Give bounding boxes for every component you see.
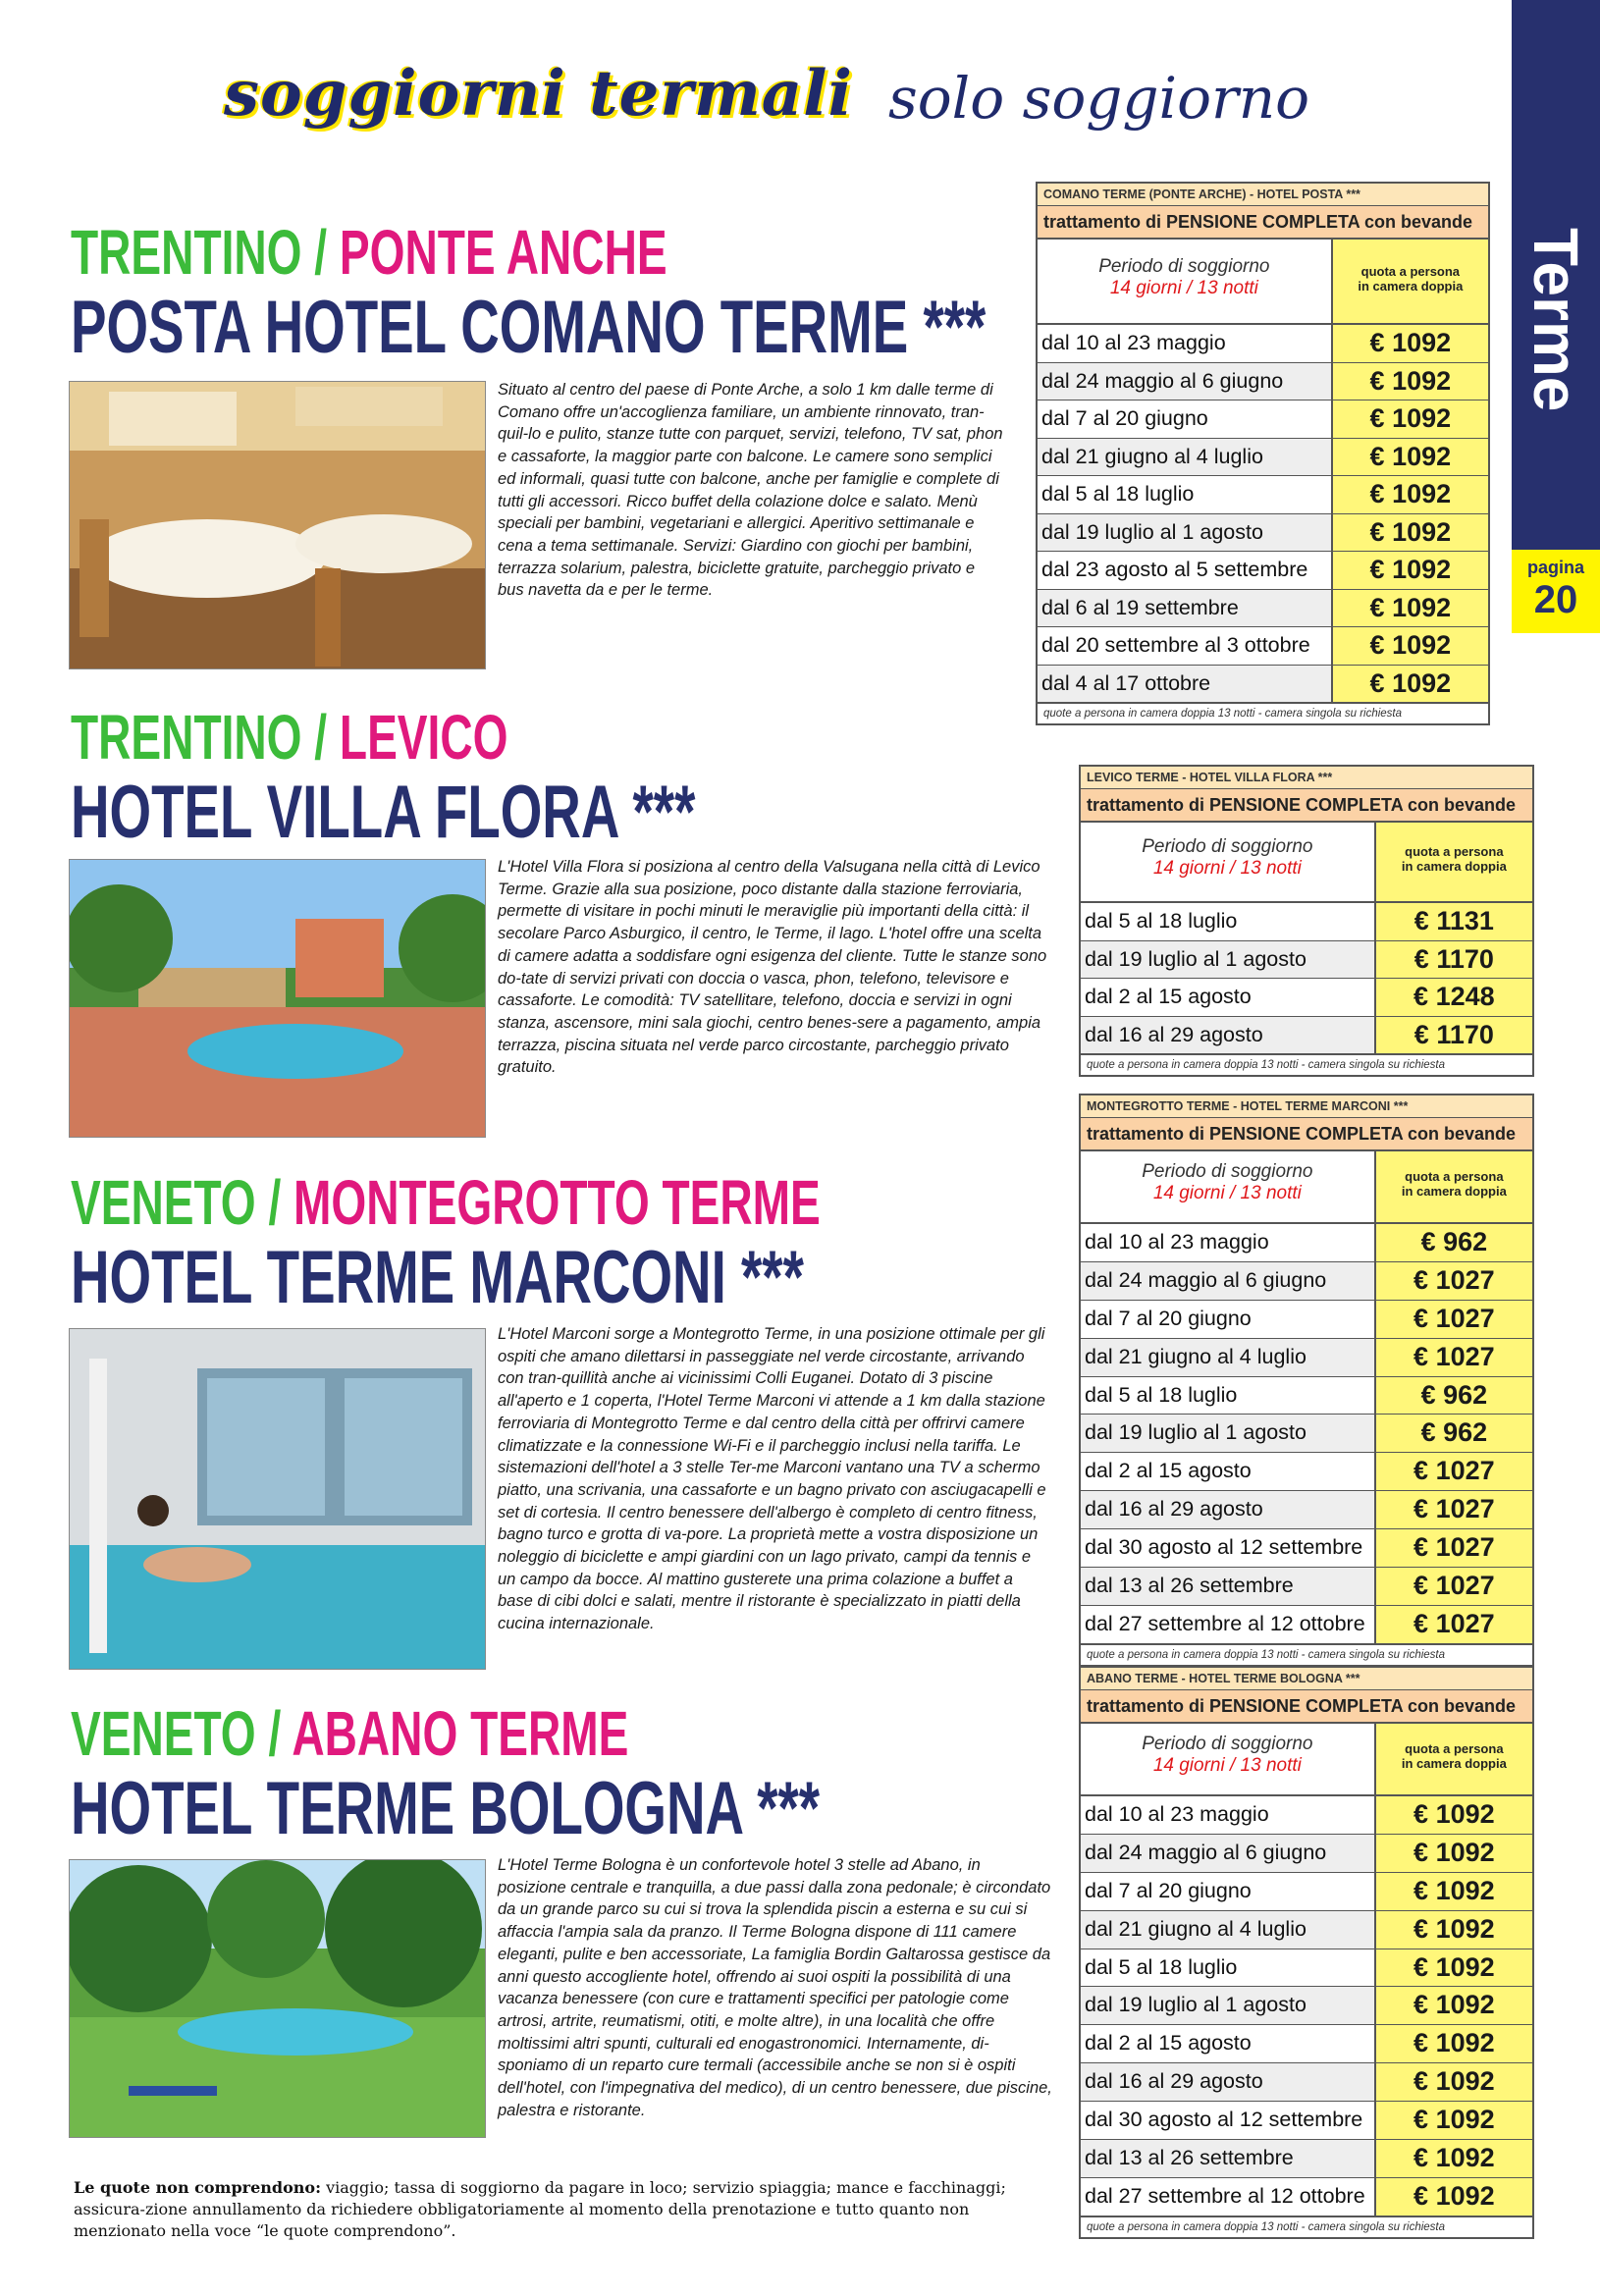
table-row: [1038, 476, 1488, 514]
row-price: € 962: [1376, 1377, 1532, 1415]
row-period: dal 13 al 26 settembre: [1081, 1568, 1376, 1605]
table-title: COMANO TERME (PONTE ARCHE) - HOTEL POSTA ***: [1038, 184, 1488, 206]
row-period: dal 16 al 29 agosto: [1081, 2063, 1376, 2101]
row-period: dal 10 al 23 maggio: [1038, 325, 1333, 362]
table-row: [1081, 1835, 1532, 1873]
hotel-name: HOTEL TERME BOLOGNA: [71, 1767, 742, 1850]
table-treatment: trattamento di PENSIONE COMPLETA con bevande: [1038, 206, 1488, 240]
row-price: € 1092: [1376, 1949, 1532, 1987]
side-tab: [1512, 0, 1600, 550]
hotel-title: [71, 1236, 804, 1319]
price-label-2: in camera doppia: [1401, 859, 1507, 874]
row-period: dal 27 settembre al 12 ottobre: [1081, 2178, 1376, 2216]
row-period: dal 21 giugno al 4 luglio: [1081, 1339, 1376, 1376]
row-period: dal 5 al 18 luglio: [1038, 476, 1333, 513]
region-name: VENETO /: [71, 1698, 282, 1769]
row-period: dal 5 al 18 luglio: [1081, 1377, 1376, 1415]
row-period: dal 7 al 20 giugno: [1038, 400, 1333, 438]
table-row: [1081, 903, 1532, 941]
hotel-stars: ***: [757, 1767, 821, 1850]
row-price: € 1092: [1376, 1796, 1532, 1834]
table-row: [1081, 1873, 1532, 1911]
price-table: [1079, 1094, 1534, 1667]
header-title-sub: solo soggiorno: [888, 65, 1309, 132]
row-period: dal 24 maggio al 6 giugno: [1038, 363, 1333, 400]
page-number: 20: [1533, 578, 1578, 621]
page-number-box: [1512, 550, 1600, 633]
table-row: [1038, 627, 1488, 666]
price-header: [1333, 240, 1488, 323]
table-title: LEVICO TERME - HOTEL VILLA FLORA ***: [1081, 767, 1532, 789]
table-row: [1081, 2102, 1532, 2140]
row-period: dal 4 al 17 ottobre: [1038, 666, 1333, 703]
row-price: € 1170: [1376, 1017, 1532, 1054]
row-period: dal 2 al 15 agosto: [1081, 2025, 1376, 2062]
price-header: [1376, 1151, 1532, 1222]
footnote-text: viaggio; tassa di soggiorno da pagare in loco; servizio spiaggia; mance e facchinaggi; assicura-zione annullamento da richiedere obbligatoriamente al momento della prenotazione e tutto quanto non menzionato nella voce “le quote comprendono”.: [74, 2178, 1006, 2240]
price-label-1: quota a persona: [1360, 264, 1461, 279]
hotel-photo-indoor-pool: [69, 1328, 486, 1670]
period-label: Periodo di soggiorno: [1098, 256, 1270, 277]
hotel-description: Situato al centro del paese di Ponte Arche, a solo 1 km dalle terme di Comano offre un'accoglienza familiare, un ambiente rinnovato, tran-quil-lo e pulito, stanze tutte con parquet, servizi, telefono, TV sat, phon e cassaforte, la maggior parte con balcone. Le camere sono semplici ed informali, quasi tutte con balcone, anche per famiglie e complete di tutti gli accessori. Ricco buffet della colazione dolce e salato. Menù speciali per bambini, vegetariani e allergici. Aperitivo settimanale e cena a tema settimanale. Servizi: Giardino con giochi per bambini, terrazza solarium, palestra, biciclette gratuite, parcheggio privato e bus navetta da e per le terme.: [498, 381, 1003, 600]
row-price: € 1092: [1333, 590, 1488, 627]
period-nights: 14 giorni / 13 notti: [1109, 278, 1258, 298]
section-region-title: [71, 1168, 821, 1237]
table-row: [1081, 1262, 1532, 1301]
period-nights: 14 giorni / 13 notti: [1152, 1755, 1302, 1776]
row-period: dal 21 giugno al 4 luglio: [1038, 439, 1333, 476]
row-price: € 1092: [1376, 1911, 1532, 1949]
table-header: [1081, 823, 1532, 903]
section-region-title: [71, 703, 507, 772]
row-price: € 1092: [1333, 627, 1488, 665]
row-price: € 1027: [1376, 1453, 1532, 1490]
row-period: dal 5 al 18 luglio: [1081, 903, 1376, 940]
period-header: [1081, 823, 1376, 901]
table-title: ABANO TERME - HOTEL TERME BOLOGNA ***: [1081, 1668, 1532, 1690]
place-name: MONTEGROTTO TERME: [293, 1167, 821, 1238]
table-row: [1081, 1568, 1532, 1606]
row-price: € 1131: [1376, 903, 1532, 940]
row-price: € 1092: [1376, 1835, 1532, 1872]
period-header: [1081, 1151, 1376, 1222]
row-price: € 1027: [1376, 1606, 1532, 1643]
row-price: € 1027: [1376, 1491, 1532, 1528]
side-tab-label: Terme: [1520, 228, 1591, 412]
price-label-2: in camera doppia: [1358, 279, 1464, 294]
row-period: dal 6 al 19 settembre: [1038, 590, 1333, 627]
row-price: € 1248: [1376, 979, 1532, 1016]
table-row: [1081, 2063, 1532, 2102]
row-price: € 1092: [1376, 1873, 1532, 1910]
table-row: [1038, 590, 1488, 628]
table-row: [1038, 514, 1488, 553]
row-price: € 1092: [1333, 400, 1488, 438]
row-period: dal 21 giugno al 4 luglio: [1081, 1911, 1376, 1949]
period-header: [1038, 240, 1333, 323]
row-price: € 1170: [1376, 941, 1532, 979]
price-table: [1036, 182, 1490, 725]
table-row: [1038, 400, 1488, 439]
row-price: € 1092: [1376, 2178, 1532, 2216]
place-name: LEVICO: [339, 702, 508, 773]
table-row: [1081, 1301, 1532, 1339]
hotel-name: HOTEL TERME MARCONI: [71, 1236, 726, 1319]
row-price: € 1092: [1333, 325, 1488, 362]
header-title-main: soggiorni termali: [224, 57, 853, 131]
table-row: [1081, 1987, 1532, 2025]
row-price: € 1092: [1376, 2025, 1532, 2062]
table-footer: quote a persona in camera doppia 13 notti - camera singola su richiesta: [1081, 2216, 1532, 2237]
row-period: dal 16 al 29 agosto: [1081, 1017, 1376, 1054]
table-row: [1081, 1529, 1532, 1568]
footnote: [74, 2177, 1065, 2242]
row-period: dal 19 luglio al 1 agosto: [1081, 1987, 1376, 2024]
row-price: € 1092: [1376, 2063, 1532, 2101]
row-price: € 1092: [1333, 666, 1488, 703]
period-header: [1081, 1724, 1376, 1794]
row-price: € 1092: [1376, 2140, 1532, 2177]
row-price: € 962: [1376, 1415, 1532, 1452]
price-header: [1376, 823, 1532, 901]
table-row: [1081, 941, 1532, 980]
row-period: dal 27 settembre al 12 ottobre: [1081, 1606, 1376, 1643]
row-period: dal 19 luglio al 1 agosto: [1081, 1415, 1376, 1452]
price-table: [1079, 1666, 1534, 2239]
row-price: € 1027: [1376, 1301, 1532, 1338]
table-treatment: trattamento di PENSIONE COMPLETA con bevande: [1081, 789, 1532, 823]
price-label-2: in camera doppia: [1401, 1756, 1507, 1771]
hotel-title: [71, 771, 696, 854]
hotel-title: [71, 286, 987, 369]
row-period: dal 7 al 20 giugno: [1081, 1873, 1376, 1910]
table-row: [1081, 1606, 1532, 1644]
row-price: € 1092: [1333, 363, 1488, 400]
row-period: dal 20 settembre al 3 ottobre: [1038, 627, 1333, 665]
table-row: [1038, 363, 1488, 401]
row-price: € 1092: [1376, 1987, 1532, 2024]
hotel-stars: ***: [632, 771, 696, 854]
price-table: [1079, 765, 1534, 1077]
hotel-stars: ***: [740, 1236, 804, 1319]
row-period: dal 2 al 15 agosto: [1081, 1453, 1376, 1490]
table-row: [1081, 1017, 1532, 1055]
price-label-1: quota a persona: [1405, 1741, 1504, 1756]
period-label: Periodo di soggiorno: [1142, 1161, 1313, 1182]
table-row: [1081, 1911, 1532, 1949]
table-row: [1081, 1224, 1532, 1262]
hotel-photo-dining-room: [69, 381, 486, 669]
table-footer: quote a persona in camera doppia 13 notti - camera singola su richiesta: [1081, 1644, 1532, 1665]
row-period: dal 10 al 23 maggio: [1081, 1224, 1376, 1261]
table-row: [1081, 1339, 1532, 1377]
footnote-bold: Le quote non comprendono:: [74, 2178, 321, 2197]
table-row: [1038, 552, 1488, 590]
hotel-name: POSTA HOTEL COMANO TERME: [71, 286, 909, 369]
price-label-1: quota a persona: [1405, 1169, 1504, 1184]
table-row: [1081, 1453, 1532, 1491]
row-period: dal 5 al 18 luglio: [1081, 1949, 1376, 1987]
table-row: [1081, 2140, 1532, 2178]
row-period: dal 24 maggio al 6 giugno: [1081, 1835, 1376, 1872]
row-price: € 1092: [1333, 439, 1488, 476]
period-label: Periodo di soggiorno: [1142, 836, 1313, 857]
table-row: [1081, 1796, 1532, 1835]
page-label: pagina: [1526, 558, 1584, 577]
row-price: € 1027: [1376, 1262, 1532, 1300]
hotel-stars: ***: [923, 286, 987, 369]
row-price: € 1092: [1333, 514, 1488, 552]
place-name: PONTE ANCHE: [339, 217, 667, 288]
row-period: dal 2 al 15 agosto: [1081, 979, 1376, 1016]
region-name: VENETO /: [71, 1167, 282, 1238]
table-treatment: trattamento di PENSIONE COMPLETA con bevande: [1081, 1118, 1532, 1151]
table-header: [1038, 240, 1488, 325]
table-row: [1081, 1415, 1532, 1453]
row-period: dal 30 agosto al 12 settembre: [1081, 1529, 1376, 1567]
row-period: dal 24 maggio al 6 giugno: [1081, 1262, 1376, 1300]
hotel-description: L'Hotel Villa Flora si posiziona al centro della Valsugana nella città di Levico Terme. Grazie alla sua posizione, poco distante dalla stazione ferroviaria, permette di visitare in pochi minuti le meraviglie più importanti della città: il secolare Parco Asburgico, il centro, le Terme, il lago. L'hotel offre una scelta di camere adatta a soddisfare ogni esigenza del cliente. Tutte le stanze sono do-tate di servizi privati con doccia o vasca, phon, telefono, televisore e cassaforte. Le comodità: TV satellitare, telefono, doccia e servizi in ogni stanza, ascensore, mini sala giochi, centro benes-sere a pagamento, ampia terrazza, piscina situata nel verde parco circostante, parcheggio privato gratuito.: [498, 858, 1047, 1077]
row-price: € 1027: [1376, 1339, 1532, 1376]
table-row: [1081, 979, 1532, 1017]
table-footer: quote a persona in camera doppia 13 notti - camera singola su richiesta: [1038, 703, 1488, 723]
row-price: € 1027: [1376, 1529, 1532, 1567]
row-price: € 1027: [1376, 1568, 1532, 1605]
table-row: [1081, 1377, 1532, 1415]
row-period: dal 19 luglio al 1 agosto: [1081, 941, 1376, 979]
row-period: dal 30 agosto al 12 settembre: [1081, 2102, 1376, 2139]
hotel-description: L'Hotel Terme Bologna è un confortevole hotel 3 stelle ad Abano, in posizione centrale e tranquilla, a due passi dalla zona pedonale; è circondato da un grande parco su cui si trova la splendida piscin a esterna e su cui si affaccia l'ampia sala da pranzo. Il Terme Bologna dispone di 111 camere eleganti, pulite e ben accessoriate, La famiglia Bordin Galtarossa gestisce da anni questo accogliente hotel, offrendo ai suoi ospiti la possibilità di una vacanza benessere (con cure e trattamenti specifici per patologie come artrosi, artrite, reumatismi, otiti, e molte altre), in una località che offre moltissimi altri spunti, culturali ed enogastronomici. Internamente, di-sponiamo di un reparto cure termali (accessibile anche se non si è ospiti dell'hotel, con l'impegnativa del medico), di un centro benessere, due piscine, palestra e ristorante.: [498, 1856, 1052, 2119]
row-period: dal 16 al 29 agosto: [1081, 1491, 1376, 1528]
row-period: dal 10 al 23 maggio: [1081, 1796, 1376, 1834]
table-header: [1081, 1724, 1532, 1796]
price-label-2: in camera doppia: [1401, 1184, 1507, 1199]
table-row: [1038, 325, 1488, 363]
section-region-title: [71, 218, 667, 287]
row-price: € 1092: [1333, 476, 1488, 513]
period-nights: 14 giorni / 13 notti: [1152, 1183, 1302, 1203]
region-name: TRENTINO /: [71, 217, 328, 288]
table-footer: quote a persona in camera doppia 13 notti - camera singola su richiesta: [1081, 1054, 1532, 1075]
table-title: MONTEGROTTO TERME - HOTEL TERME MARCONI ***: [1081, 1095, 1532, 1118]
hotel-photo-pool-garden: [69, 859, 486, 1138]
row-price: € 1092: [1333, 552, 1488, 589]
hotel-description: L'Hotel Marconi sorge a Montegrotto Terme, in una posizione ottimale per gli ospiti che amano dilettarsi in passeggiate nel verde circostante, arrivando con tran-quillità anche ai vicinissimi Colli Euganei. Dotato di 3 piscine all'aperto e 1 coperta, l'Hotel Terme Marconi vi attende a 1 km dalla stazione ferroviaria di Montegrotto Terme e dal centro della città per offrirvi camere climatizzate e la connessione Wi-Fi e il parcheggio inclusi nella tariffa. Le sistemazioni dell'hotel a 3 stelle Ter-me Marconi vantano una TV a schermo piatto, una scrivania, una cassaforte e un bagno privato con asciugacapelli e set di cortesia. Il centro benessere dell'albergo è completo di centro fitness, bagno turco e grotta di va-pore. La proprietà mette a vostra disposizione un noleggio di biciclette e ampi giardini con un lago privato, campi da tennis e un campo da bocce. Al mattino gusterete una prima colazione a buffet a base di cibi dolci e salati, mentre il ristorante è specializzato in piatti della cucina internazionale.: [498, 1325, 1046, 1633]
section-region-title: [71, 1699, 628, 1768]
price-header: [1376, 1724, 1532, 1794]
table-row: [1038, 666, 1488, 704]
table-row: [1081, 2178, 1532, 2216]
place-name: ABANO TERME: [292, 1698, 629, 1769]
table-row: [1038, 439, 1488, 477]
table-row: [1081, 1491, 1532, 1529]
table-row: [1081, 2025, 1532, 2063]
period-nights: 14 giorni / 13 notti: [1152, 858, 1302, 879]
row-price: € 1092: [1376, 2102, 1532, 2139]
period-label: Periodo di soggiorno: [1142, 1734, 1313, 1754]
row-period: dal 7 al 20 giugno: [1081, 1301, 1376, 1338]
price-label-1: quota a persona: [1405, 844, 1504, 859]
row-period: dal 13 al 26 settembre: [1081, 2140, 1376, 2177]
hotel-title: [71, 1767, 821, 1850]
table-header: [1081, 1151, 1532, 1224]
row-period: dal 23 agosto al 5 settembre: [1038, 552, 1333, 589]
region-name: TRENTINO /: [71, 702, 328, 773]
row-period: dal 19 luglio al 1 agosto: [1038, 514, 1333, 552]
row-price: € 962: [1376, 1224, 1532, 1261]
hotel-name: HOTEL VILLA FLORA: [71, 771, 618, 854]
table-row: [1081, 1949, 1532, 1988]
table-treatment: trattamento di PENSIONE COMPLETA con bevande: [1081, 1690, 1532, 1724]
hotel-photo-park-pool: [69, 1859, 486, 2138]
